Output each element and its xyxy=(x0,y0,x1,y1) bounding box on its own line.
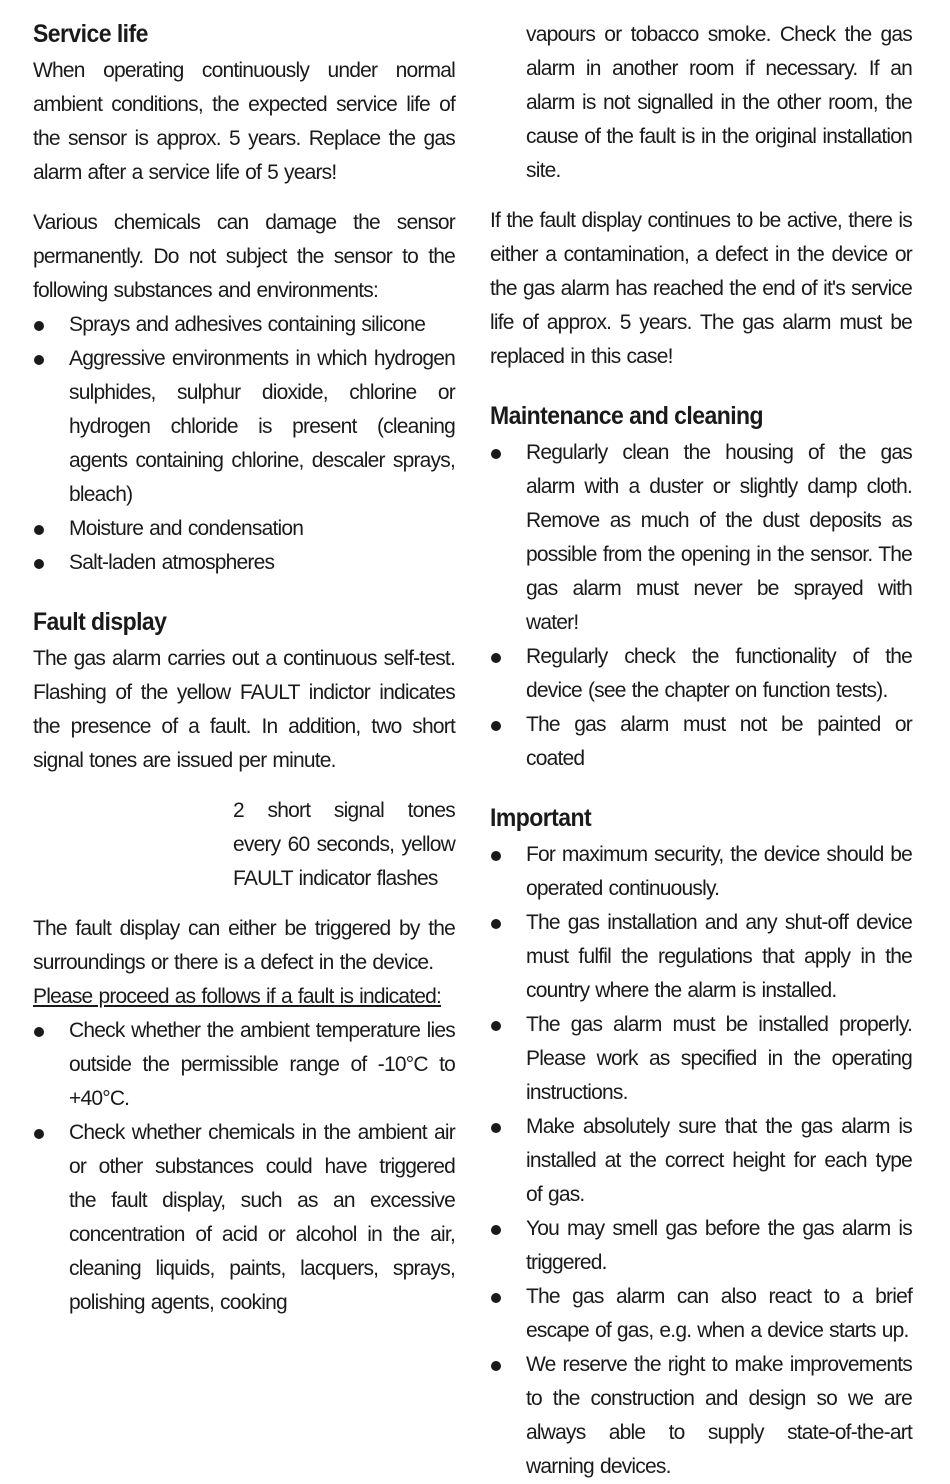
list-item: Aggressive environments in which hydrogen sulphides, sulphur dioxide, chlorine or hydrogen chloride is present (cleaning agents containing chlorine, descaler sprays, bleach) xyxy=(33,342,455,512)
signal-tones-note: 2 short signal tones every 60 seconds, yellow FAULT indicator flashes xyxy=(233,799,455,890)
maintenance-section xyxy=(490,400,912,776)
list-item: We reserve the right to make improvements to the construction and design so we are always able to supply state-of-the-art warning devices. xyxy=(490,1348,912,1484)
fault-cause-paragraph: The fault display can either be triggered by the surroundings or there is a defect in the device. xyxy=(33,917,455,974)
fault-persistent-paragraph: If the fault display continues to be active, there is either a contamination, a defect in the device or the gas alarm has reached the end of it's service life of approx. 5 years. The gas alarm must be replaced in this case! xyxy=(490,209,912,368)
service-life-paragraph: When operating continuously under normal ambient conditions, the expected service life of the sensor is approx. 5 years. Replace the gas alarm after a service life of 5 years! xyxy=(33,59,455,184)
list-item: Check whether the ambient temperature lies outside the permissible range of -10°C to +40°C. xyxy=(33,1014,455,1116)
service-life-heading: Service life xyxy=(33,20,148,48)
list-item: The gas installation and any shut-off device must fulfil the regulations that apply in the country where the alarm is installed. xyxy=(490,906,912,1008)
important-heading: Important xyxy=(490,804,592,832)
chemicals-paragraph: Various chemicals can damage the sensor permanently. Do not subject the sensor to the following substances and environments: xyxy=(33,211,455,302)
important-section xyxy=(490,802,912,1484)
list-item-continuation: vapours or tobacco smoke. Check the gas alarm in another room if necessary. If an alarm is not signalled in the other room, the cause of the fault is in the original installation site. xyxy=(526,23,912,182)
list-item: The gas alarm must be installed properly. Please work as specified in the operating instructions. xyxy=(490,1008,912,1110)
list-item: Sprays and adhesives containing silicone xyxy=(33,308,455,342)
list-item: Regularly check the functionality of the device (see the chapter on function tests). xyxy=(490,640,912,708)
service-life-section xyxy=(33,18,455,580)
list-item: You may smell gas before the gas alarm is triggered. xyxy=(490,1212,912,1280)
list-item: Check whether chemicals in the ambient air or other substances could have triggered the fault display, such as an excessive concentration of acid or alcohol in the air, cleaning liquids, paints, lacquers, sprays, polishing agents, cooking xyxy=(33,1116,455,1320)
proceed-instruction: Please proceed as follows if a fault is indicated: xyxy=(33,985,442,1008)
list-item: Regularly clean the housing of the gas alarm with a duster or slightly damp cloth. Remove as much of the dust deposits as possible from the opening in the sensor. The gas alarm must never be sprayed with water! xyxy=(490,436,912,640)
right-column xyxy=(490,18,912,1484)
list-item: Moisture and condensation xyxy=(33,512,455,546)
substances-list xyxy=(33,308,455,580)
fault-display-section xyxy=(33,606,455,1320)
list-item: The gas alarm can also react to a brief escape of gas, e.g. when a device starts up. xyxy=(490,1280,912,1348)
left-column xyxy=(33,18,455,1320)
maintenance-list xyxy=(490,436,912,776)
fault-display-heading: Fault display xyxy=(33,608,167,636)
list-item: Salt-laden atmospheres xyxy=(33,546,455,580)
maintenance-heading: Maintenance and cleaning xyxy=(490,402,764,430)
list-item: The gas alarm must not be painted or coated xyxy=(490,708,912,776)
fault-display-paragraph: The gas alarm carries out a continuous self-test. Flashing of the yellow FAULT indictor indicates the presence of a fault. In addition, two short signal tones are issued per minute. xyxy=(33,647,455,772)
list-item: For maximum security, the device should be operated continuously. xyxy=(490,838,912,906)
list-item: Make absolutely sure that the gas alarm is installed at the correct height for each type of gas. xyxy=(490,1110,912,1212)
important-list xyxy=(490,838,912,1484)
fault-steps-list xyxy=(33,1014,455,1320)
